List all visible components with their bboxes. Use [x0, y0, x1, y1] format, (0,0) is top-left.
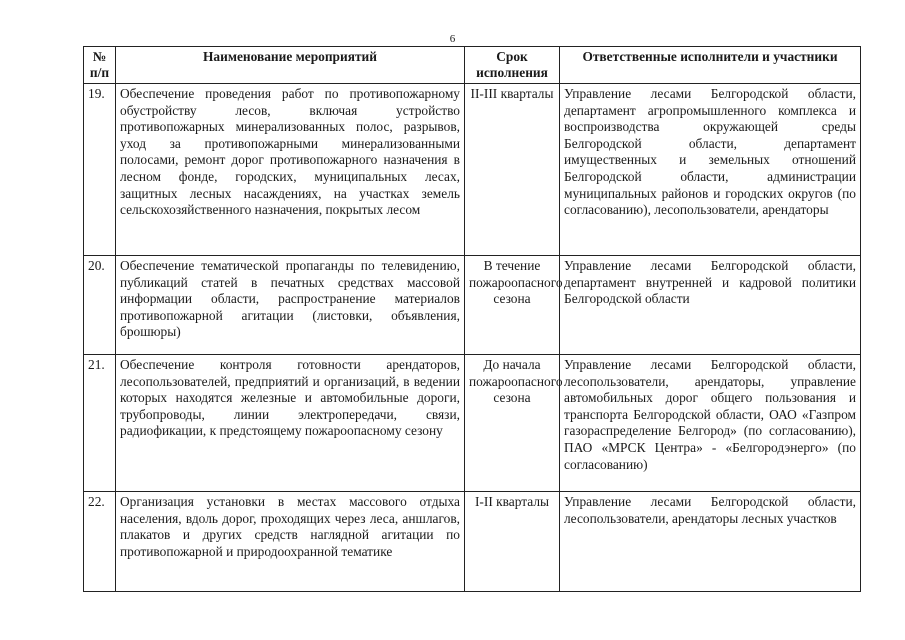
- row-responsible: Управление лесами Белгородской области, департамент агропромышленного комплекса и воспроизводства окружающей среды Белгородской области, департамент имущественных и земельных отношений Белгородской области, администрации муниципальных районов и городских округов (по согласованию), лесопользователи, арендаторы: [560, 84, 861, 256]
- row-term: В течение пожароопасного сезона: [465, 256, 560, 355]
- row-term: II-III кварталы: [465, 84, 560, 256]
- row-event: Организация установки в местах массового отдыха населения, вдоль дорог, проходящих через леса, аншлагов, плакатов и других средств наглядной агитации по противопожарной и природоохранной тематике: [116, 492, 465, 592]
- table-row: [84, 256, 861, 355]
- row-responsible: Управление лесами Белгородской области, лесопользователи, арендаторы лесных участков: [560, 492, 861, 592]
- table-row: [84, 84, 861, 256]
- activities-table: [83, 46, 861, 592]
- table-row: [84, 492, 861, 592]
- row-number: 19.: [84, 84, 116, 256]
- header-term: Срок исполнения: [465, 47, 560, 84]
- row-term: До начала пожароопасного сезона: [465, 355, 560, 492]
- row-responsible: Управление лесами Белгородской области, департамент внутренней и кадровой политики Белгородской области: [560, 256, 861, 355]
- row-number: 21.: [84, 355, 116, 492]
- table-row: [84, 355, 861, 492]
- row-term: I-II кварталы: [465, 492, 560, 592]
- row-event: Обеспечение тематической пропаганды по телевидению, публикаций статей в печатных средствах массовой информации области, распространение материалов противопожарной агитации (листовки, объявления, брошюры): [116, 256, 465, 355]
- header-responsible: Ответственные исполнители и участники: [560, 47, 861, 84]
- page-number: 6: [449, 33, 456, 45]
- row-event: Обеспечение проведения работ по противопожарному обустройству лесов, включая устройство противопожарных минерализованных полос, разрывов, уход за противопожарными минерализованными полосами, ремонт дорог противопожарного назначения в лесном фонде, городских, муниципальных лесах, защитных лесных насаждениях, на участках земель сельскохозяйственного назначения, покрытых лесом: [116, 84, 465, 256]
- table-header-row: [84, 47, 861, 84]
- row-responsible: Управление лесами Белгородской области, лесопользователи, арендаторы, управление автомобильных дорог общего пользования и транспорта Белгородской области, ОАО «Газпром газораспределение Белгород» (по согласованию), ПАО «МРСК Центра» - «Белгородэнерго» (по согласованию): [560, 355, 861, 492]
- header-event: Наименование мероприятий: [116, 47, 465, 84]
- header-num: № п/п: [84, 47, 116, 84]
- row-number: 22.: [84, 492, 116, 592]
- row-event: Обеспечение контроля готовности арендаторов, лесопользователей, предприятий и организаций, в ведении которых находятся железные и автомобильные дороги, трубопроводы, линии электропередачи, связи, радиофикации, к предстоящему пожароопасному сезону: [116, 355, 465, 492]
- row-number: 20.: [84, 256, 116, 355]
